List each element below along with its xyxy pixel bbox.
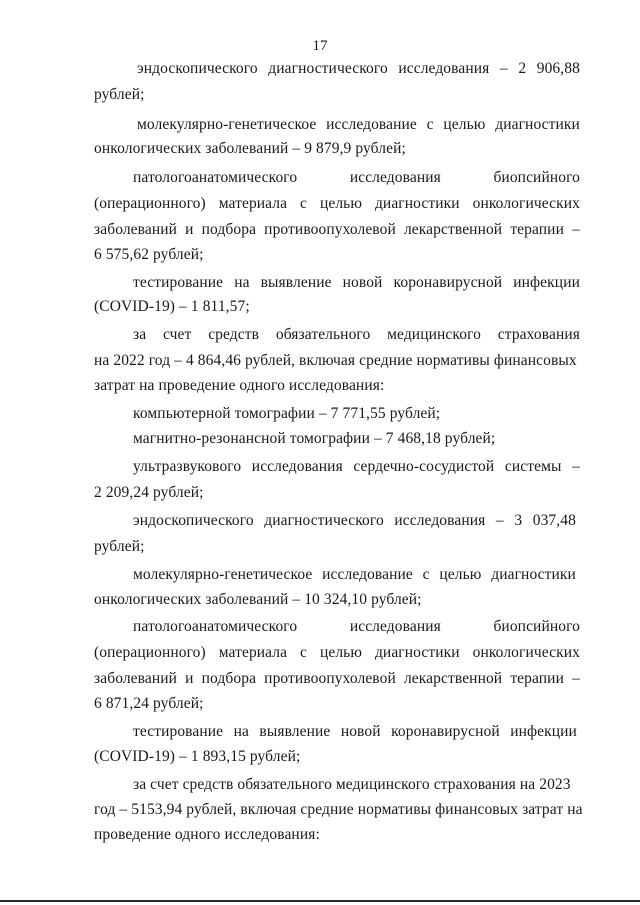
text-word: страхования <box>497 326 580 343</box>
text-word: – <box>572 670 580 687</box>
text-line: (COVID-19) – 1 893,15 рублей; <box>94 748 301 765</box>
text-line: 6 575,62 рублей; <box>94 246 204 263</box>
text-word: целью <box>319 644 363 661</box>
text-word: терапии <box>510 670 564 687</box>
text-line: 6 871,24 рублей; <box>94 695 204 712</box>
text-word: диагностики <box>374 644 460 661</box>
text-line: магнитно-резонансной томографии – 7 468,18 рублей; <box>133 430 496 447</box>
text-word: эндоскопического <box>133 512 254 529</box>
text-word: коронавирусной <box>393 274 503 291</box>
text-word: на <box>233 723 249 740</box>
text-word: исследование <box>322 566 413 583</box>
text-word: лекарственной <box>403 221 503 238</box>
text-word: лекарственной <box>403 670 503 687</box>
text-word: исследования <box>394 512 486 529</box>
text-line <box>94 220 580 240</box>
text-word: материала <box>218 644 288 661</box>
text-word: биопсийного <box>493 169 580 186</box>
text-line: за счет средств обязательного медицинского страхования на 2023 <box>133 776 571 793</box>
text-word: новой <box>340 723 381 740</box>
text-word: за <box>133 326 147 343</box>
text-word: инфекции <box>510 723 577 740</box>
text-word: материала <box>218 195 288 212</box>
text-word: онкологических <box>472 644 580 661</box>
text-word: заболеваний <box>94 221 178 238</box>
text-word: – <box>572 458 580 475</box>
text-word: тестирование <box>133 723 224 740</box>
text-word: медицинского <box>387 326 481 343</box>
text-word: – <box>572 221 580 238</box>
text-word: инфекции <box>513 274 580 291</box>
text-word: противоопухолевой <box>264 221 396 238</box>
text-word: обязательного <box>275 326 371 343</box>
text-line: онкологических заболеваний – 9 879,9 рублей; <box>94 140 406 157</box>
text-word: противоопухолевой <box>264 670 396 687</box>
text-word: исследования <box>251 458 343 475</box>
text-line <box>94 643 580 663</box>
text-word: диагностики <box>491 566 576 583</box>
text-word: коронавирусной <box>391 723 500 740</box>
text-word: на <box>234 274 250 291</box>
text-word: патологоанатомического <box>133 169 298 186</box>
text-word: молекулярно-генетическое <box>137 116 317 133</box>
text-word: диагностики <box>374 195 460 212</box>
text-line <box>133 457 580 477</box>
text-word: терапии <box>510 221 564 238</box>
text-word: целью <box>443 116 486 133</box>
text-word: исследование <box>326 116 417 133</box>
text-line: 2 209,24 рублей; <box>94 484 204 501</box>
scan-edge-rule <box>0 900 640 902</box>
text-line: (COVID-19) – 1 811,57; <box>94 298 250 315</box>
text-word: исследования <box>398 60 490 77</box>
text-line: затрат на проведение одного исследования: <box>94 377 385 394</box>
text-word: онкологических <box>472 195 580 212</box>
text-word: 3 <box>514 512 523 529</box>
text-line <box>137 115 580 135</box>
text-word: системы <box>504 458 562 475</box>
text-word: подбора <box>201 670 257 687</box>
text-line <box>94 194 580 214</box>
text-word: исследования <box>349 618 441 635</box>
text-word: биопсийного <box>493 618 580 635</box>
text-word: молекулярно-генетическое <box>133 566 313 583</box>
text-word: ультразвукового <box>133 458 242 475</box>
text-line <box>133 565 576 585</box>
text-word: счет <box>162 326 192 343</box>
text-word: диагностики <box>495 116 580 133</box>
text-word: сердечно-сосудистой <box>353 458 495 475</box>
text-word: подбора <box>201 221 257 238</box>
text-word: тестирование <box>133 274 224 291</box>
text-word: диагностического <box>264 512 384 529</box>
text-line: компьютерной томографии – 7 771,55 рублей; <box>133 405 441 422</box>
text-word: (операционного) <box>94 195 206 212</box>
text-line <box>94 669 580 689</box>
text-line <box>133 511 576 531</box>
text-word: исследования <box>349 169 441 186</box>
text-word: с <box>422 566 430 583</box>
text-word: – <box>499 60 508 77</box>
text-word: целью <box>319 195 363 212</box>
text-word: с <box>300 644 308 661</box>
text-word: новой <box>342 274 383 291</box>
text-line: год – 5153,94 рублей, включая средние нормативы финансовых затрат на <box>94 801 583 818</box>
text-line <box>133 325 580 345</box>
text-word: средств <box>208 326 260 343</box>
text-word: и <box>185 221 194 238</box>
text-line: проведение одного исследования: <box>94 826 320 843</box>
text-word: патологоанатомического <box>133 618 298 635</box>
text-word: выявление <box>260 274 332 291</box>
text-line <box>133 617 580 637</box>
text-word: с <box>426 116 434 133</box>
text-line: на 2022 год – 4 864,46 рублей, включая средние нормативы финансовых <box>94 352 577 369</box>
text-word: – <box>495 512 504 529</box>
text-line: рублей; <box>94 538 145 555</box>
text-line <box>133 722 577 742</box>
text-word: (операционного) <box>94 644 206 661</box>
text-word: и <box>185 670 194 687</box>
text-word: 2 <box>518 60 527 77</box>
text-line <box>137 59 580 79</box>
text-word: 906,88 <box>536 60 580 77</box>
text-line: онкологических заболеваний – 10 324,10 рублей; <box>94 591 422 608</box>
text-word: заболеваний <box>94 670 178 687</box>
text-word: 037,48 <box>532 512 576 529</box>
text-line <box>133 273 580 293</box>
page-number: 17 <box>312 38 328 54</box>
text-word: целью <box>439 566 482 583</box>
text-word: эндоскопического <box>137 60 258 77</box>
text-line: рублей; <box>94 86 145 103</box>
text-line <box>133 168 580 188</box>
text-word: с <box>300 195 308 212</box>
text-word: выявление <box>259 723 331 740</box>
text-word: диагностического <box>268 60 388 77</box>
